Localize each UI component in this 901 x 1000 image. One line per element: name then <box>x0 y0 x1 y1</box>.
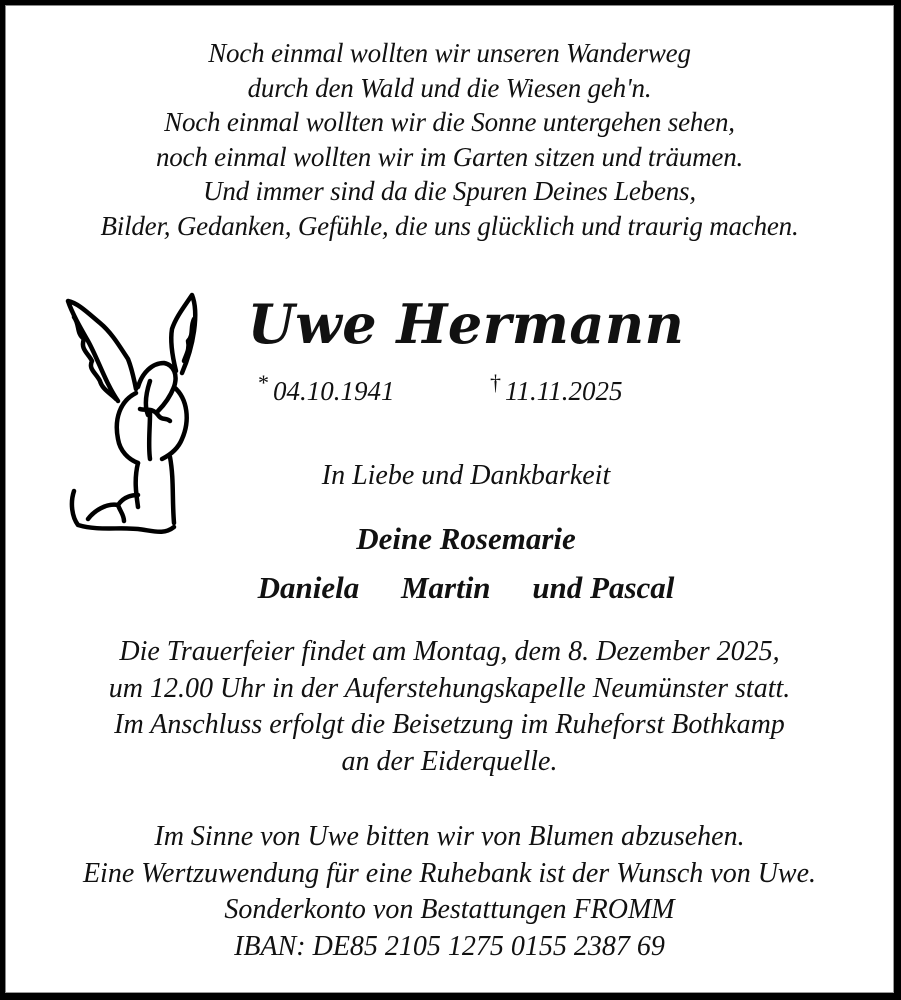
mourners-family <box>186 563 746 612</box>
birth-date <box>258 370 395 407</box>
death-date-value: 11.11.2025 <box>505 376 623 406</box>
life-dates <box>6 366 895 406</box>
donation-line: Im Sinne von Uwe bitten wir von Blumen abzusehen. <box>154 821 745 852</box>
poem-line: Noch einmal wollten wir unseren Wanderweg <box>208 38 691 68</box>
funeral-line: an der Eiderquelle. <box>341 745 558 777</box>
thanks-line: In Liebe und Dankbarkeit <box>321 460 611 491</box>
mourner-primary: Deine Rosemarie <box>356 521 576 556</box>
poem-line: Bilder, Gedanken, Gefühle, die uns glücklich und traurig machen. <box>100 210 799 241</box>
donation-line: Sonderkonto von Bestattungen FROMM <box>224 894 675 925</box>
poem-line: noch einmal wollten wir im Garten sitzen und träumen. <box>155 141 744 172</box>
poem-line: Noch einmal wollten wir die Sonne untergehen sehen, <box>164 107 735 137</box>
deceased-name: Uwe Hermann <box>247 292 685 356</box>
funeral-line: Im Anschluss erfolgt die Beisetzung im Ruheforst Bothkamp <box>114 709 785 740</box>
mourners <box>186 514 746 612</box>
angel-icon <box>58 289 208 541</box>
poem-line: durch den Wald und die Wiesen geh'n. <box>247 72 652 103</box>
birth-date-value: 04.10.1941 <box>273 376 395 406</box>
mourner-name: Daniela <box>257 570 360 605</box>
mourner-name: Martin <box>400 570 491 605</box>
donation-line: Eine Wertzuwendung für eine Ruhebank ist der Wunsch von Uwe. <box>82 857 817 889</box>
memorial-poem <box>6 36 893 243</box>
iban-line: IBAN: DE85 2105 1275 0155 2387 69 <box>234 930 665 962</box>
funeral-info <box>6 634 893 780</box>
mourner-name: und Pascal <box>532 570 675 605</box>
funeral-line: um 12.00 Uhr in der Auferstehungskapelle Neumünster statt. <box>108 672 791 704</box>
death-date <box>490 370 623 407</box>
donation-info <box>6 819 893 965</box>
cross-icon: † <box>490 370 501 395</box>
obituary-notice <box>5 5 894 993</box>
funeral-line: Die Trauerfeier findet am Montag, dem 8. Dezember 2025, <box>119 636 780 667</box>
star-icon: * <box>258 370 269 395</box>
poem-line: Und immer sind da die Spuren Deines Lebens, <box>203 176 696 206</box>
